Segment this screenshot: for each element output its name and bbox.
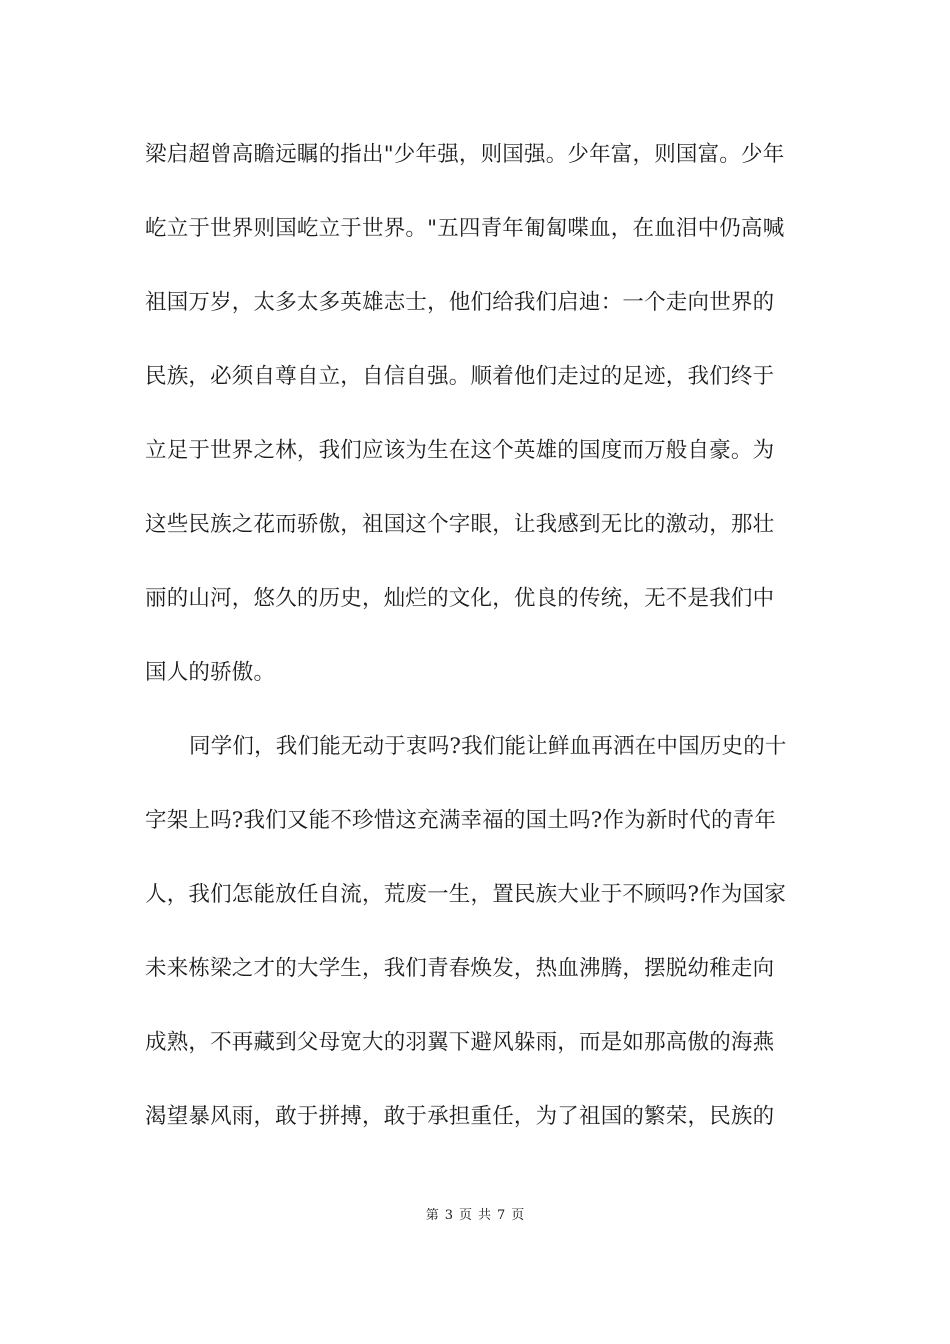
paragraph-2-line-2: 字架上吗?我们又能不珍惜这充满幸福的国土吗?作为新时代的青年 — [145, 808, 777, 833]
footer-total-pages: 7 — [497, 1208, 506, 1223]
paragraph-1-line-7: 丽的山河，悠久的历史，灿烂的文化，优良的传统，无不是我们中 — [145, 586, 775, 611]
paragraph-1-line-1: 梁启超曾高瞻远瞩的指出"少年强，则国强。少年富，则国富。少年 — [145, 142, 785, 167]
paragraph-1-line-6: 这些民族之花而骄傲，祖国这个字眼，让我感到无比的激动，那壮 — [145, 512, 775, 537]
paragraph-1-line-4: 民族，必须自尊自立，自信自强。顺着他们走过的足迹，我们终于 — [145, 364, 775, 389]
footer-current-page: 3 — [444, 1208, 453, 1223]
paragraph-1-line-2: 屹立于世界则国屹立于世界。"五四青年匍匐喋血，在血泪中仍高喊 — [145, 216, 785, 241]
paragraph-2-line-6: 渴望暴风雨，敢于拼搏，敢于承担重任，为了祖国的繁荣，民族的 — [145, 1104, 775, 1129]
paragraph-2-line-3: 人，我们怎能放任自流，荒废一生，置民族大业于不顾吗?作为国家 — [145, 882, 787, 907]
footer-total-label: 共 — [478, 1208, 492, 1223]
footer-suffix: 页 — [511, 1208, 525, 1223]
paragraph-2-line-5: 成熟，不再藏到父母宽大的羽翼下避风躲雨，而是如那高傲的海燕 — [145, 1030, 775, 1055]
paragraph-2-line-4: 未来栋梁之才的大学生，我们青春焕发，热血沸腾，摆脱幼稚走向 — [145, 956, 775, 981]
footer-prefix: 第 — [425, 1208, 439, 1223]
page-footer — [0, 1207, 950, 1225]
paragraph-1-line-8: 国人的骄傲。 — [145, 660, 276, 685]
footer-page-unit: 页 — [458, 1208, 472, 1223]
paragraph-1-line-3: 祖国万岁，太多太多英雄志士，他们给我们启迪：一个走向世界的 — [145, 290, 775, 315]
paragraph-2-line-1: 同学们，我们能无动于衷吗?我们能让鲜血再洒在中国历史的十 — [189, 734, 787, 759]
paragraph-1-line-5: 立足于世界之林，我们应该为生在这个英雄的国度而万般自豪。为 — [145, 438, 775, 463]
